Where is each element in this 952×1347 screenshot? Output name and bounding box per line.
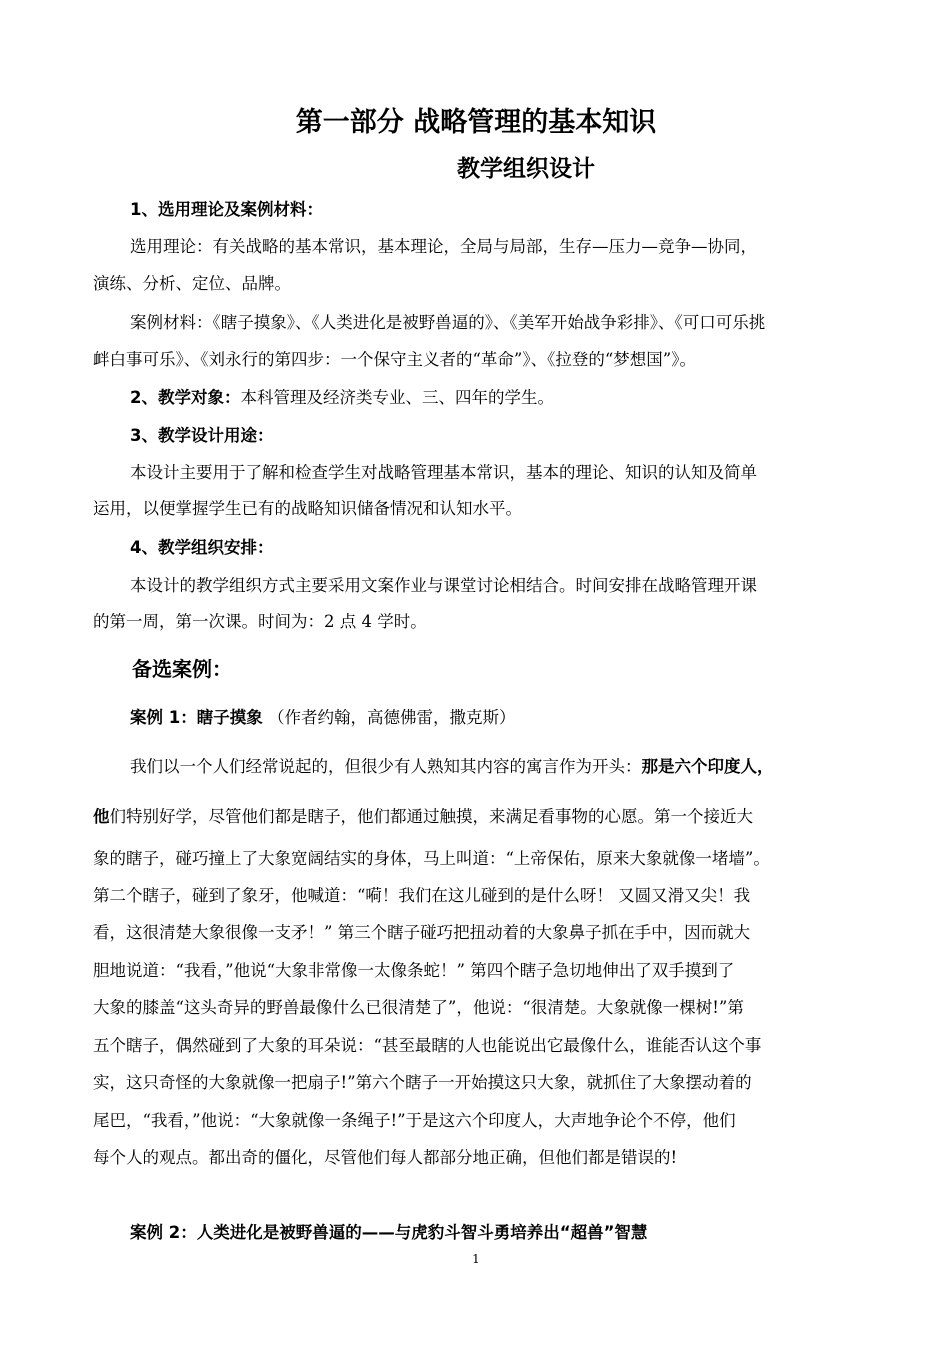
case-1-text-line: 尾巴，“我看，”他说：“大象就像一条绳子!”于是这六个印度人，大声地争论个不停，他们: [93, 1111, 736, 1130]
section-3-line-1: 本设计主要用于了解和检查学生对战略管理基本常识，基本的理论、知识的认知及简单: [130, 463, 757, 482]
case-1-heading: 案例 1：瞎子摸象: [130, 708, 263, 727]
section-4-line-1: 本设计的教学组织方式主要采用文案作业与课堂讨论相结合。时间安排在战略管理开课: [130, 576, 757, 595]
section-2-heading: 2、教学对象：: [130, 388, 241, 407]
case-1-text-line: 大象的膝盖“这头奇异的野兽最像什么已很清楚了”，他说：“很清楚。大象就像一棵树!”第: [93, 998, 744, 1017]
section-3-line-2: 运用，以便掌握学生已有的战略知识储备情况和认知水平。: [93, 499, 522, 518]
theory-line-1: 选用理论：有关战略的基本常识，基本理论，全局与局部，生存—压力—竞争—协同，: [130, 237, 757, 256]
cases-line-2: 衅白事可乐》、《刘永行的第四步：一个保守主义者的“革命”》、《拉登的“梦想国”》。: [93, 350, 696, 369]
section-2-text: 本科管理及经济类专业、三、四年的学生。: [240, 388, 554, 407]
section-1-heading: 1、选用理论及案例材料：: [130, 200, 323, 219]
case-1-text-line: 看，这很清楚大象很像一支矛！” 第三个瞎子碰巧把扭动着的大象鼻子抓在手中，因而就大: [93, 923, 751, 942]
case-1-text-line: 第二个瞎子，碰到了象牙，他喊道：“嗬！我们在这儿碰到的是什么呀！ 又圆又滑又尖！我: [93, 886, 751, 905]
theory-line-2: 演练、分析、定位、品牌。: [93, 274, 291, 293]
case-1-text-line: 实，这只奇怪的大象就像一把扇子!”第六个瞎子一开始摸这只大象，就抓住了大象摆动着的: [93, 1073, 752, 1092]
section-4-heading: 4、教学组织安排：: [130, 538, 274, 557]
section-2: [130, 387, 554, 409]
alternative-cases-heading: 备选案例：: [132, 657, 232, 681]
case-1-title: [130, 707, 515, 729]
section-4-line-2: 的第一周，第一次课。时间为：2 点 4 学时。: [93, 612, 427, 631]
page-subtitle: 教学组织设计: [457, 156, 595, 182]
case-1-line-2: 他们特别好学，尽管他们都是瞎子，他们都通过触摸，来满足看事物的心愿。第一个接近大: [93, 807, 753, 826]
case-1-line-1: 我们以一个人们经常说起的，但很少有人熟知其内容的寓言作为开头：那是六个印度人，: [130, 757, 774, 776]
case-1-text-line: 胆地说道：“我看，”他说“大象非常像一太像条蛇！” 第四个瞎子急切地伸出了双手摸到了: [93, 961, 735, 980]
case-2-heading: 案例 2：人类进化是被野兽逼的——与虎豹斗智斗勇培养出“超兽”智慧: [130, 1223, 648, 1242]
case-1-text-line: 五个瞎子，偶然碰到了大象的耳朵说：“甚至最瞎的人也能说出它最像什么，谁能否认这个事: [93, 1036, 762, 1055]
case-1-author: （作者约翰，高德佛雷，撒克斯）: [267, 708, 516, 727]
page-number: 1: [472, 1252, 480, 1266]
section-3-heading: 3、教学设计用途：: [130, 426, 274, 445]
case-1-text-line: 象的瞎子，碰巧撞上了大象宽阔结实的身体，马上叫道：“上帝保佑，原来大象就像一堵墙”。: [93, 849, 770, 868]
page-title: 第一部分 战略管理的基本知识: [295, 107, 657, 138]
case-1-text-line: 每个人的观点。都出奇的僵化，尽管他们每人都部分地正确，但他们都是错误的!: [93, 1148, 678, 1167]
cases-line-1: 案例材料：《瞎子摸象》、《人类进化是被野兽逼的》、《美军开始战争彩排》、《可口可乐挑: [130, 313, 766, 332]
